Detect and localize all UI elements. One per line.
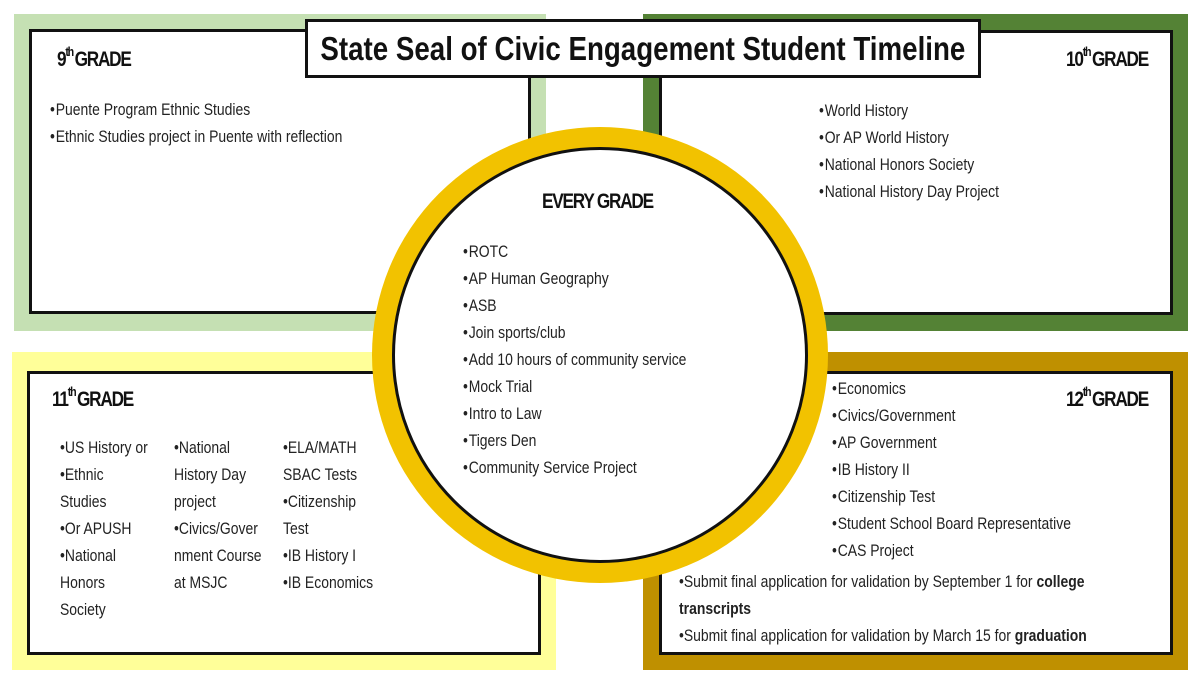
grade12-heading: 12thGRADE — [1066, 384, 1148, 411]
list-line: •National — [60, 546, 117, 565]
note-college: •Submit final application for validation by September 1 for college transcripts — [679, 572, 1085, 618]
list-line: Test — [283, 519, 309, 538]
every-grade-heading: EVERY GRADE — [542, 190, 653, 213]
list-line: Honors — [60, 573, 105, 592]
list-line: •IB Economics — [283, 573, 374, 592]
list-line: •Ethnic — [60, 465, 104, 484]
list-line: •National — [174, 438, 231, 457]
grade9-heading: 9thGRADE — [57, 44, 131, 71]
grade11-heading: 11thGRADE — [52, 384, 134, 411]
list-line: •Or APUSH — [60, 519, 132, 538]
list-line: Society — [60, 600, 106, 619]
grade11-column-2 — [174, 434, 281, 596]
list-item: • ASB — [463, 292, 686, 319]
note-graduation: •Submit final application for validation by March 15 for graduation — [679, 626, 1087, 645]
grade9-list — [50, 96, 407, 150]
list-item: • AP Human Geography — [463, 265, 686, 292]
grade12-list — [832, 375, 1123, 564]
list-item: • Join sports/club — [463, 319, 686, 346]
grade12-notes — [679, 568, 1155, 649]
list-item: • Economics — [832, 375, 1071, 402]
list-item: • Intro to Law — [463, 400, 686, 427]
list-line: nment Course — [174, 546, 262, 565]
list-line: Studies — [60, 492, 107, 511]
list-item: • Ethnic Studies project in Puente with reflection — [50, 123, 342, 150]
every-grade-list — [463, 238, 735, 481]
list-item: • Or AP World History — [819, 124, 999, 151]
list-item: • Mock Trial — [463, 373, 686, 400]
list-line: •Civics/Gover — [174, 519, 258, 538]
grade11-column-3 — [283, 434, 393, 596]
list-item: • CAS Project — [832, 537, 1071, 564]
list-item: • Community Service Project — [463, 454, 686, 481]
list-line: SBAC Tests — [283, 465, 358, 484]
grade11-column-1 — [60, 434, 167, 623]
list-item: • Student School Board Representative — [832, 510, 1071, 537]
list-item: • Civics/Government — [832, 402, 1071, 429]
list-item: • World History — [819, 97, 999, 124]
list-line: •US History or — [60, 438, 148, 457]
list-item: • AP Government — [832, 429, 1071, 456]
grade10-list — [819, 97, 1039, 205]
list-line: •IB History I — [283, 546, 357, 565]
every-grade-circle — [372, 127, 828, 583]
list-line: •ELA/MATH — [283, 438, 357, 457]
list-item: • Citizenship Test — [832, 483, 1071, 510]
list-item: • National Honors Society — [819, 151, 999, 178]
list-line: project — [174, 492, 216, 511]
list-item: • ROTC — [463, 238, 686, 265]
page-title: State Seal of Civic Engagement Student Timeline — [320, 29, 966, 67]
list-line: at MSJC — [174, 573, 228, 592]
list-item: • Add 10 hours of community service — [463, 346, 686, 373]
list-line: History Day — [174, 465, 247, 484]
every-grade-circle-inner — [392, 147, 808, 563]
list-item: • Tigers Den — [463, 427, 686, 454]
grade10-heading: 10thGRADE — [1066, 44, 1148, 71]
list-item: • Puente Program Ethnic Studies — [50, 96, 342, 123]
page-title-box — [305, 19, 981, 78]
list-line: •Citizenship — [283, 492, 357, 511]
list-item: • National History Day Project — [819, 178, 999, 205]
list-item: • IB History II — [832, 456, 1071, 483]
